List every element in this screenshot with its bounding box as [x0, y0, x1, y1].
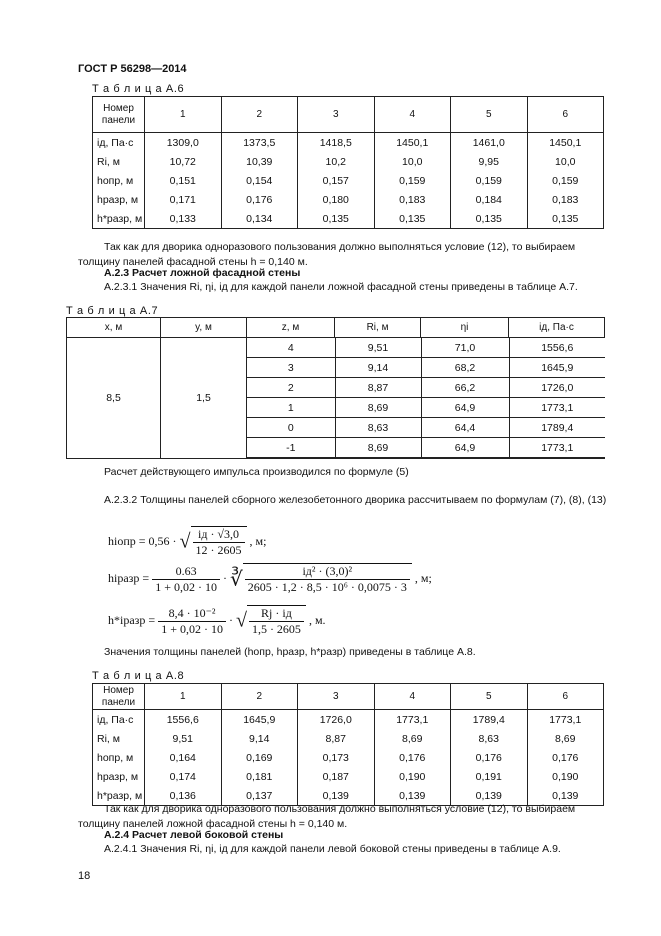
row-label: iд, Па·с [93, 710, 145, 730]
table-cell: 0,187 [298, 767, 375, 786]
row-label: h*разр, м [93, 786, 145, 806]
table-row [247, 398, 605, 418]
table-a6-body [93, 133, 604, 229]
table-cell: 0,139 [298, 786, 375, 806]
table-a8-col: 5 [451, 684, 528, 710]
table-a7-values [247, 338, 605, 458]
table-a6-col: 3 [298, 97, 375, 133]
formula-h-razr-num: 0.63 [152, 564, 220, 580]
table-cell: 0,181 [221, 767, 298, 786]
table-cell: 0,136 [145, 786, 222, 806]
table-cell: 0,135 [451, 209, 528, 229]
table-cell: 1726,0 [298, 710, 375, 730]
table-a6-col: 6 [527, 97, 604, 133]
table-row [247, 378, 605, 398]
formula-h-razr-unit: , м; [414, 570, 432, 585]
table-cell: 10,0 [527, 152, 604, 171]
table-cell: 0,139 [451, 786, 528, 806]
table-cell: 0,157 [298, 171, 375, 190]
formula-h-star-rnum: Rj · iд [249, 606, 304, 622]
table-cell: 1726,0 [509, 378, 605, 398]
table-cell: 10,2 [298, 152, 375, 171]
table-cell: 0,190 [527, 767, 604, 786]
table-cell: 9,51 [145, 729, 222, 748]
table-cell: 1 [247, 398, 335, 418]
table-row [247, 338, 605, 358]
table-cell: 1556,6 [509, 338, 605, 358]
table-a7-head: iд, Па·с [509, 318, 605, 338]
table-cell: 0,159 [451, 171, 528, 190]
table-cell: 1450,1 [527, 133, 604, 153]
table-cell: 0,135 [527, 209, 604, 229]
paragraph-a241: А.2.4.1 Значения Ri, ηi, iд для каждой панели левой боковой стены приведены в таблице А.9. [104, 843, 561, 855]
table-cell: 0,176 [451, 748, 528, 767]
table-cell: 10,0 [374, 152, 451, 171]
table-cell: 0,176 [221, 190, 298, 209]
table-row [93, 729, 604, 748]
table-cell: 8,63 [451, 729, 528, 748]
table-a6-caption: Т а б л и ц а А.6 [92, 83, 185, 95]
table-cell: 0,151 [145, 171, 222, 190]
table-cell: 0,169 [221, 748, 298, 767]
section-a23-title: А.2.3 Расчет ложной фасадной стены [104, 267, 301, 279]
formula-h-razr-lhs: hiразр [108, 570, 140, 585]
table-cell: 1789,4 [451, 710, 528, 730]
table-cell: 9,14 [335, 358, 421, 378]
formula-h-star-den: 1 + 0,02 · 10 [161, 621, 223, 636]
paragraph-false-facade-thickness: Так как для дворика одноразового пользования должно выполняться условие (12), то выбираем толщину панелей ложной фасадной стены h = 0,140 м. [78, 803, 576, 830]
table-cell: 1773,1 [509, 438, 605, 458]
table-cell: 1418,5 [298, 133, 375, 153]
sqrt-icon: √ [179, 530, 191, 553]
table-a6-col: 2 [221, 97, 298, 133]
table-cell: 0,171 [145, 190, 222, 209]
table-a6-head-label: Номер панели [93, 97, 145, 133]
formula-h-star-unit: , м. [308, 612, 326, 627]
table-row [93, 209, 604, 229]
row-label: hопр, м [93, 748, 145, 767]
row-label: hопр, м [93, 171, 145, 190]
table-cell: 0,134 [221, 209, 298, 229]
sqrt-icon: √ [235, 609, 247, 632]
table-cell: 1461,0 [451, 133, 528, 153]
row-label: hразр, м [93, 767, 145, 786]
paragraph-values: Значения толщины панелей (hопр, hразр, h*разр) приведены в таблице А.8. [104, 646, 476, 658]
row-label: iд, Па·с [93, 133, 145, 153]
table-a7-head: Ri, м [335, 318, 421, 338]
table-cell: 0,174 [145, 767, 222, 786]
formula-h-razr-rnum: iд² · (3,0)² [245, 564, 410, 580]
row-label: h*разр, м [93, 209, 145, 229]
table-row [247, 418, 605, 438]
table-row [247, 438, 605, 458]
formula-h-opr [108, 526, 266, 558]
row-label: hразр, м [93, 190, 145, 209]
table-cell: 1645,9 [221, 710, 298, 730]
table-cell: 8,69 [335, 438, 421, 458]
table-cell: 1773,1 [374, 710, 451, 730]
table-a8-col: 2 [221, 684, 298, 710]
formula-h-razr-rden: 2605 · 1,2 · 8,5 · 10⁶ · 0,0075 · 3 [247, 580, 407, 594]
formula-h-star-rden: 1,5 · 2605 [251, 622, 301, 636]
table-cell: 0,133 [145, 209, 222, 229]
table-cell: 0,139 [374, 786, 451, 806]
table-cell: 64,9 [421, 438, 509, 458]
table-cell: 0,164 [145, 748, 222, 767]
table-cell: 8,69 [527, 729, 604, 748]
table-a7-head: z, м [247, 318, 335, 338]
table-cell: 10,72 [145, 152, 222, 171]
table-cell: 0 [247, 418, 335, 438]
table-cell: 8,69 [335, 398, 421, 418]
table-a7-head: y, м [161, 318, 247, 338]
table-cell: 0,183 [374, 190, 451, 209]
table-a8-col: 1 [145, 684, 222, 710]
row-label: Ri, м [93, 729, 145, 748]
table-row [93, 133, 604, 153]
table-cell: 0,159 [374, 171, 451, 190]
table-cell: 1645,9 [509, 358, 605, 378]
table-a7 [66, 317, 605, 459]
table-a8-col: 4 [374, 684, 451, 710]
table-cell: 8,63 [335, 418, 421, 438]
table-cell: 71,0 [421, 338, 509, 358]
table-cell: 1373,5 [221, 133, 298, 153]
table-cell: 9,51 [335, 338, 421, 358]
row-label: Ri, м [93, 152, 145, 171]
table-cell: 1789,4 [509, 418, 605, 438]
table-a8-col: 3 [298, 684, 375, 710]
table-a6-col: 5 [451, 97, 528, 133]
table-cell: 0,137 [221, 786, 298, 806]
table-row [93, 710, 604, 730]
table-row [93, 748, 604, 767]
table-a7-body [247, 338, 605, 458]
paragraph-a232: А.2.3.2 Толщины панелей сборного железобетонного дворика рассчитываем по формулам (7), (8), (13) [104, 494, 607, 506]
table-cell: 64,9 [421, 398, 509, 418]
table-cell: 0,176 [527, 748, 604, 767]
table-a8 [92, 683, 604, 806]
section-a24-title: А.2.4 Расчет левой боковой стены [104, 829, 284, 841]
table-cell: 1773,1 [527, 710, 604, 730]
table-cell: 0,135 [374, 209, 451, 229]
formula-h-opr-den: 12 · 2605 [195, 543, 242, 557]
table-a6-col: 1 [145, 97, 222, 133]
table-cell: 3 [247, 358, 335, 378]
table-a6-col: 4 [374, 97, 451, 133]
formula-h-star-num: 8,4 · 10⁻² [158, 606, 226, 622]
table-cell: 9,14 [221, 729, 298, 748]
table-row [93, 190, 604, 209]
paragraph-a231: А.2.3.1 Значения Ri, ηi, iд для каждой панели ложной фасадной стены приведены в таблице А.7. [104, 281, 578, 293]
table-cell: 4 [247, 338, 335, 358]
table-cell: 8,87 [335, 378, 421, 398]
table-cell: 1773,1 [509, 398, 605, 418]
table-cell: 64,4 [421, 418, 509, 438]
document-header: ГОСТ Р 56298—2014 [78, 63, 187, 75]
table-a8-col: 6 [527, 684, 604, 710]
table-cell: 0,135 [298, 209, 375, 229]
table-a7-x: 8,5 [67, 338, 161, 459]
formula-h-opr-num: iд · √3,0 [193, 527, 245, 543]
table-cell: 0,139 [527, 786, 604, 806]
table-a6 [92, 96, 604, 229]
table-cell: 9,95 [451, 152, 528, 171]
table-row [93, 152, 604, 171]
table-cell: 0,190 [374, 767, 451, 786]
table-cell: 8,87 [298, 729, 375, 748]
formula-h-razr-den: 1 + 0,02 · 10 [155, 579, 217, 594]
table-row [247, 358, 605, 378]
table-cell: 0,176 [374, 748, 451, 767]
table-cell: 0,159 [527, 171, 604, 190]
table-cell: 1309,0 [145, 133, 222, 153]
formula-h-star-lhs: h*iразр [108, 612, 146, 627]
table-a7-head: x, м [67, 318, 161, 338]
table-cell: 0,154 [221, 171, 298, 190]
table-a7-caption: Т а б л и ц а А.7 [66, 305, 159, 317]
table-cell: 0,184 [451, 190, 528, 209]
table-row [93, 767, 604, 786]
table-a8-caption: Т а б л и ц а А.8 [92, 670, 185, 682]
formula-h-star: h*iразр = $\frac{\text{8,4 · 10⁻²}}{1 + 0,02 \cdot 10}$ · √ $\frac{Rj \cdot iд}{1,5 \cdot 2605}$ , м. [108, 605, 326, 636]
formula-h-opr-unit: , м; [249, 533, 267, 548]
table-a8-head-label: Номер панели [93, 684, 145, 710]
table-a8-body [93, 710, 604, 806]
formula-h-razr: hiразр = $\frac{0.63}{1 + 0,02 \cdot 10}$ · ∛ $\frac{\text{iд² · (3,0)²}}{\text{2605 · 1,2 · 8,5 · 10⁶ · 0,0075 · 3}}$ , м; [108, 563, 432, 594]
table-cell: 8,69 [374, 729, 451, 748]
formula-h-opr-coef: = 0,56 · [138, 533, 177, 548]
paragraph-facade-thickness: Так как для дворика одноразового пользования должно выполняться условие (12), то выбираем толщину панелей фасадной стены h = 0,140 м. [78, 241, 576, 268]
table-a7-y: 1,5 [161, 338, 247, 459]
table-cell: 1450,1 [374, 133, 451, 153]
cube-root-icon: ∛ [229, 568, 243, 591]
table-cell: 68,2 [421, 358, 509, 378]
formula-h-opr-lhs: hiопр [108, 533, 136, 548]
table-a7-head: ηi [421, 318, 509, 338]
table-cell: 0,191 [451, 767, 528, 786]
table-cell: 2 [247, 378, 335, 398]
table-cell: 10,39 [221, 152, 298, 171]
table-cell: 1556,6 [145, 710, 222, 730]
page-number: 18 [78, 870, 91, 882]
table-row [93, 171, 604, 190]
table-cell: 66,2 [421, 378, 509, 398]
table-a7-values-cell [247, 338, 605, 459]
paragraph-impulse: Расчет действующего импульса производился по формуле (5) [104, 466, 409, 478]
table-cell: -1 [247, 438, 335, 458]
table-cell: 0,183 [527, 190, 604, 209]
table-cell: 0,180 [298, 190, 375, 209]
table-cell: 0,173 [298, 748, 375, 767]
